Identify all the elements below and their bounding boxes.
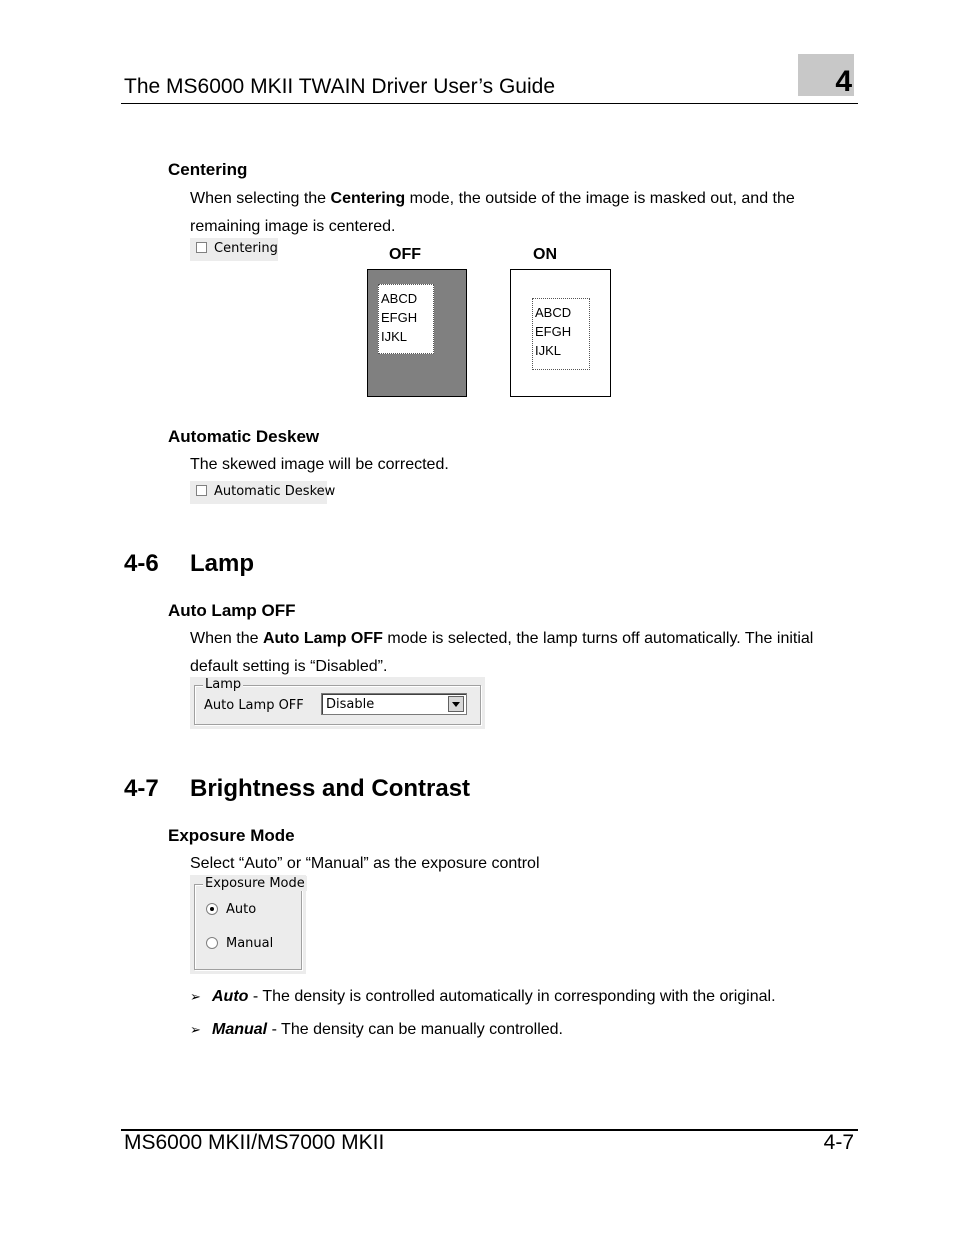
section-title: Brightness and Contrast [190,775,471,802]
section-title: Lamp [190,550,255,577]
centering-heading: Centering [168,160,248,179]
sample-line: IJKL [381,329,408,344]
section-number: 4-7 [124,775,159,802]
bullet-term: Auto [212,988,249,1005]
arrow-bullet-icon: ➢ [190,990,201,1005]
sample-line: EFGH [381,310,418,325]
auto-lamp-off-value: Disable [326,697,375,712]
on-label: ON [533,246,557,263]
section-heading-brightness [124,775,470,803]
section-heading-lamp [124,550,254,578]
footer-model: MS6000 MKII/MS7000 MKII [124,1131,385,1154]
header-rule [121,103,858,104]
chapter-number-tab: 4 [798,54,854,96]
sample-line: EFGH [535,324,572,339]
centering-checkbox-widget[interactable] [190,238,278,261]
off-illustration-text [378,284,434,354]
radio-auto-label: Auto [226,902,257,917]
exposure-mode-panel [190,875,306,974]
off-label: OFF [389,246,421,263]
bullet-term: Manual [212,1021,268,1038]
radio-manual-row[interactable] [206,936,273,951]
section-number: 4-6 [124,550,159,577]
running-header-title: The MS6000 MKII TWAIN Driver User’s Guide [124,75,556,98]
exposure-mode-group-label: Exposure Mode [205,876,305,891]
sample-line: ABCD [535,305,572,320]
arrow-bullet-icon: ➢ [190,1023,201,1038]
bullet-auto [190,988,776,1006]
centering-checkbox-label: Centering [214,241,278,256]
radio-manual[interactable] [206,937,218,949]
lamp-group-label: Lamp [205,677,242,692]
deskew-checkbox-widget[interactable] [190,481,336,504]
deskew-paragraph: The skewed image will be corrected. [190,456,449,473]
sample-line: IJKL [535,343,562,358]
off-illustration-page [367,269,467,397]
on-illustration-text [532,298,590,370]
chevron-down-icon[interactable] [448,696,464,712]
auto-lamp-off-heading: Auto Lamp OFF [168,601,296,620]
lamp-panel [190,677,485,729]
deskew-checkbox[interactable] [196,485,207,496]
exposure-mode-groupbox [194,884,302,970]
bullet-manual [190,1021,563,1039]
centering-paragraph: When selecting the Centering mode, the outside of the image is masked out, and the remaining image is centered. [190,190,795,235]
bullet-desc: - The density is controlled automatically in corresponding with the original. [248,988,776,1005]
auto-lamp-off-label: Auto Lamp OFF [204,698,304,713]
auto-lamp-off-dropdown[interactable] [321,693,467,715]
radio-manual-label: Manual [226,936,274,951]
deskew-checkbox-label: Automatic Deskew [214,484,336,499]
footer-page-number: 4-7 [823,1131,854,1154]
centering-checkbox[interactable] [196,242,207,253]
auto-lamp-off-paragraph: When the Auto Lamp OFF mode is selected, the lamp turns off automatically. The initial default setting is “Disabled”. [190,630,814,675]
on-illustration-page [510,269,611,397]
radio-auto[interactable] [206,903,218,915]
radio-auto-row[interactable] [206,902,256,917]
bullet-desc: - The density can be manually controlled. [267,1021,563,1038]
sample-line: ABCD [381,291,418,306]
exposure-mode-heading: Exposure Mode [168,826,295,845]
deskew-heading: Automatic Deskew [168,427,320,446]
exposure-mode-paragraph: Select “Auto” or “Manual” as the exposure control [190,855,540,872]
